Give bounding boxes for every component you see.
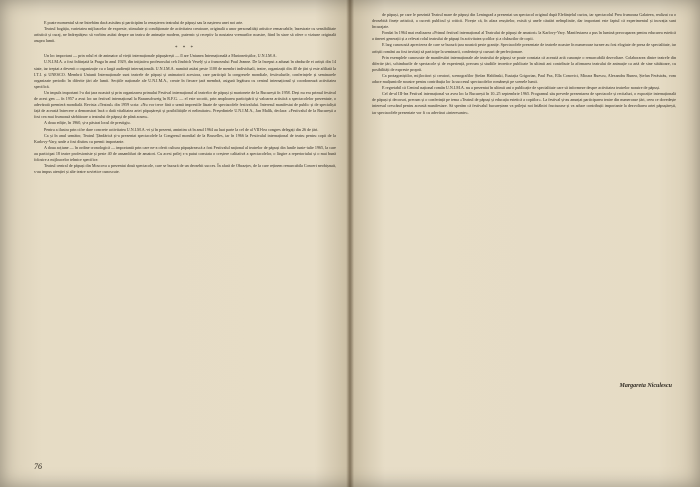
page-number: 76 — [34, 462, 42, 471]
right-page — [352, 0, 700, 487]
paragraph: de păpuși, pe care le prezintă Teatrul mare de păpuși din Leningrad a prezentat un spectacol original după Elefănțelul curios, iar spectacolul Prea frumoasa Galateea, realizat cu o deosebită finețe artistică, a cucerit publicul și criticii. Firește că, în afara reușitelor, există și unele căutări neîmplinite, dar important este faptul că experimentul și inovația sunt încurajate. — [372, 12, 676, 30]
paragraph: U.N.I.M.A. a fost înființată la Praga în anul 1929, din inițiativa profesorului ceh Jindrich Veselý și a francezului Paul Jeanne. De la început a adunat în rândurile ei artiști din 14 state, iar treptat a devenit o organizație cu o largă audiență internațională. U.N.I.M.A. numără astăzi peste 1100 de membri individuali, teatre, organizații din 40 de țări și este afiliată la I.T.I. și UNESCO. Membrii Uniunii Internaționale sunt teatrele de păpuși și animatorii acestora, care participă la congresele mondiale, festivalurile, conferințele și seminarele organizate periodic în diferite țări ale lumii. Secțiile naționale ale U.N.I.M.A., create în fiecare țară membră, asigură legătura cu centrul internațional și coordonează activitatea specifică. — [34, 59, 336, 89]
paragraph: E larg cunoscută aprecierea de care se bucură țara noastră peste granițe. Spectacolele prezentate de teatrele noastre în numeroase turnee au fost elogiate de presa de specialitate, iar artiștii români au fost invitați să participe la seminarii, conferințe și cursuri de perfecționare. — [372, 42, 676, 54]
paragraph: Ca protagoniștilor, mijlocitori și creatori, scenografilor Ștefan Hablinski, Eustația Grigorian, Paul Pax, Ella Conovici, Mioara Buescu, Alexandru Bunea, Ștefan Ferăstrău, vom aduce mulțumirile noastre pentru contribuția lor la succesul spectacolelor românești pe scenele lumii. — [372, 72, 676, 85]
paragraph: Ca și în anul următor, Teatrul Țăndărică și-a prezentat spectacolele la Congresul mondial de la Bruxelles, iar în 1966 la Festivalul internațional de teatru pentru copii de la Karlovy-Vary, unde a fost distins cu premii importante. — [34, 132, 336, 144]
paragraph: Fondat în 1964 mai realizarea «Primul festival internațional al Teatrului de păpuși de amatori» la Karlovy-Vary. Manifestarea a pus în lumină preocuparea pentru educarea estetică a tinerei generații și a relevat rolul teatrului de păpuși în activitatea școlilor și a cluburilor de copii. — [372, 30, 676, 42]
paragraph: Un loc important — prin rolul ei de animator al vieții internaționale păpușărești — îl are Uniunea Internațională a Marionetiștilor, U.N.I.M.A. — [44, 53, 277, 59]
right-column — [372, 12, 676, 116]
section-separator: * * * — [175, 46, 195, 52]
left-column — [34, 20, 336, 175]
author-signature: Margareta Niculescu — [619, 383, 672, 389]
paragraph: Cel de-al III-lea Festival internațional va avea loc la București în 10–25 septembrie 1965. Programul său prevede prezentarea de spectacole și recitaluri, o expoziție internațională de păpuși și decoruri, precum și o conferință pe tema «Teatrul de păpuși și educația estetică a copiilor». La festival și-au anunțat participarea teatre din numeroase țări, ceea ce dovedește interesul crescând pentru această manifestare. Să sperăm că festivalul bucureștean va prilejui noi întâlniri fructuoase și va aduce contribuții importante la dezvoltarea artei păpușărești, iar spectacolele prezentate vor fi cu adevărat «interesante». — [372, 91, 676, 115]
paragraph: A doua acțiune — în ordine cronologică — importantă prin care ne-a oferit cultura păpușărească a fost Festivalul național al teatrelor de păpuși din lunile iunie-iulie 1965, la care au participat 18 teatre profesioniste și peste 40 de ansambluri de amatori. Cu acest prilej s-a putut constata o creștere calitativă a spectacolelor, o lărgire a repertoriului și o mai bună folosire a mijloacelor tehnice specifice. — [34, 144, 336, 162]
paragraph: E regretabil că Centrul național român U.N.I.M.A. nu a prezentat în ultimii ani o publicație de specialitate care să informeze despre activitatea teatrelor noastre de păpuși. — [382, 85, 661, 91]
paragraph: Teatrul central de păpuși din Moscova a prezentat două spectacole, care se bucură de un deosebit succes. În afară de Obrazțov, de la care reținem remarcabila Concert neobișnuit, s-au impus atenției și alte teatre sovietice cunoscute. — [34, 163, 336, 175]
paragraph: Un impuls important l-a dat țara noastră și prin organizarea primului Festival internațional al teatrelor de păpuși și marionete de la București în 1958. Deși nu era primul festival de acest gen — în 1957 a avut loc un festival internațional la Braunschweig în R.F.G. — el este socotit, prin amploarea participării și valoarea artistică a spectacolelor prezentate, o adevărată premieră mondială. Revista «Teatrul» din 1959 scria: «Nu vor trece fără o urmă impresiile lăsate de spectacolele festivalului. Interesul manifestat de public și de specialiști față de această întrecere a demonstrat încă o dată vitalitatea artei păpușărești și posibilitățile ei nelimitate». Președintele U.N.I.M.A., Jan Malík, declara: «Festivalul de la București a fost cea mai frumoasă sărbătoare a teatrului de păpuși de până acum». — [34, 89, 336, 120]
paragraph: Prin exemplele cunoscute de manifestări internaționale ale teatrului de păpuși se poate constata că această artă cunoaște o remarcabilă dezvoltare. Colaborarea dintre teatrele din diferite țări, schimburile de spectacole și de experiență, precum și studiile teoretice publicate în ultimii ani contribuie la afirmarea teatrului de animație ca artă de sine stătătoare, cu posibilități de expresie proprii. — [372, 54, 676, 72]
paragraph: Teatrul bogăția, varietatea mijloacelor de expresie, stimulate și condiționate de activitatea creatoare, originală a unor personalități artistice remarcabile, înzestrate cu sensibilitate artistică și curaj, ne îndreptățesc să vorbim astăzi despre un teatru de animație modern, puternic și receptiv la noutatea vremurilor noastre, fiind în stare să ofere o viziune originală asupra lumii. — [34, 26, 336, 44]
paragraph: Pentru a ilustra prin cifre dare concrete activitatea U.N.I.M.A.-ei și în prezent, amintim că în anul 1964 au luat parte la cel de al VIII-lea congres delegați din 26 de țări. — [44, 126, 319, 132]
paragraph: A doua ediție, în 1960, și-a păstrat locul de prestigiu. — [44, 120, 131, 126]
paragraph: E poate momentul să ne întrebăm dacă asistăm și participăm la renașterea teatrului de păpuși sau la nașterea unei noi arte. — [44, 20, 244, 25]
